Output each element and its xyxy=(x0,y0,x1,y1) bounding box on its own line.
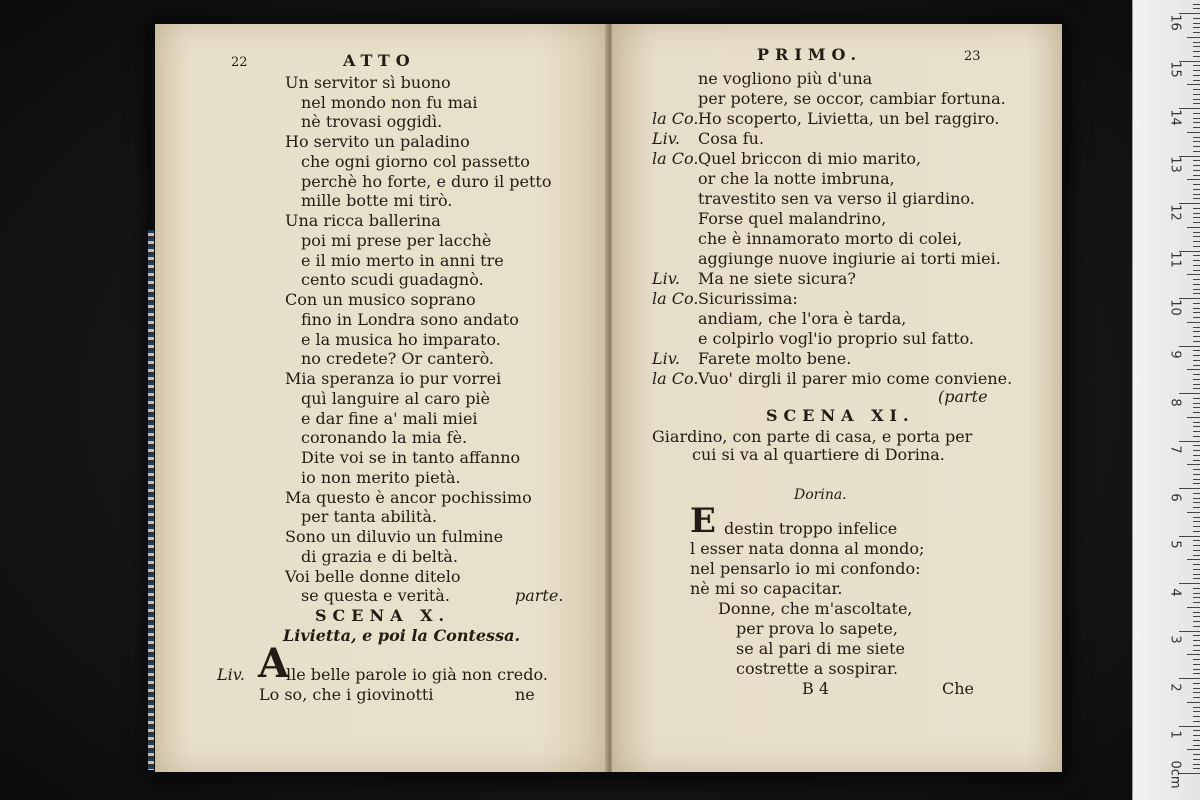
ruler-tick xyxy=(1193,540,1200,541)
ruler-tick xyxy=(1193,517,1200,518)
ruler-tick xyxy=(1193,308,1200,309)
ruler-tick xyxy=(1193,27,1200,28)
ruler-tick xyxy=(1193,184,1200,185)
ruler-tick xyxy=(1193,460,1200,461)
ruler-tick xyxy=(1193,374,1200,375)
verse-line: no credete? Or canterò. xyxy=(301,349,495,368)
aria-line: se al pari di me siete xyxy=(736,639,906,658)
ruler-tick xyxy=(1193,284,1200,285)
ruler-tick xyxy=(1193,650,1200,651)
verse-line: quì languire al caro piè xyxy=(301,389,491,408)
verse-line: Un servitor sì buono xyxy=(285,73,451,92)
ruler-tick xyxy=(1193,137,1200,138)
ruler-tick xyxy=(1193,336,1200,337)
verse-line: coronando la mia fè. xyxy=(301,428,468,447)
ruler-tick xyxy=(1187,607,1200,608)
verse-line: per tanta abilità. xyxy=(301,507,437,526)
ruler-label: 2 xyxy=(1167,683,1183,692)
ruler-tick xyxy=(1193,688,1200,689)
ruler-tick xyxy=(1193,597,1200,598)
ruler-tick xyxy=(1193,388,1200,389)
ruler-tick xyxy=(1193,175,1200,176)
dialogue-line: Forse quel malandrino, xyxy=(698,209,887,228)
ruler-tick xyxy=(1193,398,1200,399)
ruler-tick xyxy=(1193,707,1200,708)
speaker-label: la Co. xyxy=(652,289,699,308)
aria-line: nel pensarlo io mi confondo: xyxy=(690,559,921,578)
ruler-tick xyxy=(1193,89,1200,90)
ruler-label: 15 xyxy=(1167,61,1183,78)
ruler-tick xyxy=(1193,431,1200,432)
verse-line: e il mio merto in anni tre xyxy=(301,251,504,270)
ruler-tick xyxy=(1193,635,1200,636)
ruler-tick xyxy=(1193,403,1200,404)
ruler-tick xyxy=(1193,160,1200,161)
dialogue-line: Farete molto bene. xyxy=(698,349,852,368)
speaker-label: la Co. xyxy=(652,149,699,168)
ruler-tick xyxy=(1193,621,1200,622)
ruler-tick xyxy=(1193,673,1200,674)
ruler-tick xyxy=(1193,270,1200,271)
ruler-label: 3 xyxy=(1167,635,1183,644)
left-page-number: 22 xyxy=(231,55,248,70)
aria-line: destin troppo infelice xyxy=(724,519,898,538)
ruler-label: 6 xyxy=(1167,493,1183,502)
ruler-tick xyxy=(1193,564,1200,565)
verse-line: Mia speranza io pur vorrei xyxy=(285,369,502,388)
ruler-tick xyxy=(1193,42,1200,43)
ruler-tick xyxy=(1193,265,1200,266)
speaker-label: Liv. xyxy=(652,129,680,148)
ruler-tick xyxy=(1193,46,1200,47)
verse-line: e la musica ho imparato. xyxy=(301,330,501,349)
ruler-tick xyxy=(1193,526,1200,527)
measurement-ruler xyxy=(1132,0,1200,800)
verse-line: Sono un diluvio un fulmine xyxy=(285,527,504,546)
ruler-tick xyxy=(1193,436,1200,437)
ruler-tick xyxy=(1193,70,1200,71)
ruler-label: 8 xyxy=(1167,398,1183,407)
ruler-tick xyxy=(1193,474,1200,475)
ruler-tick xyxy=(1193,507,1200,508)
dialogue-line: or che la notte imbruna, xyxy=(698,169,895,188)
ruler-tick xyxy=(1193,602,1200,603)
ruler-tick xyxy=(1193,118,1200,119)
verse-line: Ho servito un paladino xyxy=(285,132,470,151)
speaker-label: Liv. xyxy=(217,665,245,684)
ruler-tick xyxy=(1193,379,1200,380)
ruler-tick xyxy=(1187,654,1200,655)
ruler-tick xyxy=(1193,99,1200,100)
ruler-tick xyxy=(1193,612,1200,613)
verse-line: io non merito pietà. xyxy=(301,468,461,487)
ruler-tick xyxy=(1193,113,1200,114)
right-running-head: PRIMO. xyxy=(757,45,863,64)
speaker-label: la Co. xyxy=(652,109,699,128)
ruler-tick xyxy=(1193,208,1200,209)
ruler-tick xyxy=(1193,8,1200,9)
verse-line: e dar fine a' mali miei xyxy=(301,409,478,428)
ruler-tick xyxy=(1187,702,1200,703)
ruler-tick xyxy=(1193,450,1200,451)
ruler-label: 9 xyxy=(1167,350,1183,359)
ruler-tick xyxy=(1193,578,1200,579)
dialogue-line: travestito sen va verso il giardino. xyxy=(698,189,975,208)
ruler-tick xyxy=(1193,341,1200,342)
ruler-tick xyxy=(1193,483,1200,484)
ruler-tick xyxy=(1193,32,1200,33)
ruler-tick xyxy=(1193,4,1200,5)
ruler-tick xyxy=(1193,255,1200,256)
ruler-label: 12 xyxy=(1167,204,1183,221)
ruler-tick xyxy=(1193,683,1200,684)
ruler-tick xyxy=(1193,521,1200,522)
ruler-label: 0cm xyxy=(1167,760,1183,789)
ruler-tick xyxy=(1193,170,1200,171)
dialogue-line: e colpirlo vogl'io proprio sul fatto. xyxy=(698,329,975,348)
verse-line: Con un musico soprano xyxy=(285,290,476,309)
ruler-tick xyxy=(1193,194,1200,195)
ruler-tick xyxy=(1193,616,1200,617)
ruler-tick xyxy=(1193,493,1200,494)
drop-cap: E xyxy=(690,501,716,541)
ruler-label: 14 xyxy=(1167,109,1183,126)
ruler-tick xyxy=(1193,759,1200,760)
scene-heading: SCENA XI. xyxy=(766,406,915,425)
ruler-tick xyxy=(1187,749,1200,750)
ruler-tick xyxy=(1193,51,1200,52)
dialogue-line: ne vogliono più d'una xyxy=(698,69,873,88)
aria-line: costrette a sospirar. xyxy=(736,659,898,678)
ruler-tick xyxy=(1193,236,1200,237)
catchword: ne xyxy=(515,685,535,704)
ruler-tick xyxy=(1187,322,1200,323)
ruler-tick xyxy=(1193,412,1200,413)
right-page xyxy=(612,24,1062,772)
ruler-tick xyxy=(1193,350,1200,351)
ruler-tick xyxy=(1193,65,1200,66)
ruler-label: 7 xyxy=(1167,445,1183,454)
drop-cap: A xyxy=(258,640,290,687)
aria-line: l esser nata donna al mondo; xyxy=(690,539,925,558)
ruler-tick xyxy=(1193,711,1200,712)
ruler-tick xyxy=(1193,669,1200,670)
ruler-tick xyxy=(1193,260,1200,261)
ruler-tick xyxy=(1187,37,1200,38)
ruler-tick xyxy=(1193,246,1200,247)
ruler-tick xyxy=(1193,593,1200,594)
ruler-tick xyxy=(1193,360,1200,361)
scene-characters: Livietta, e poi la Contessa. xyxy=(283,626,521,645)
ruler-tick xyxy=(1193,303,1200,304)
dialogue-line: che è innamorato morto di colei, xyxy=(698,229,963,248)
speech-line: lle belle parole io già non credo. xyxy=(286,665,548,684)
ruler-tick xyxy=(1193,222,1200,223)
ruler-tick xyxy=(1193,659,1200,660)
ruler-tick xyxy=(1193,716,1200,717)
ruler-tick xyxy=(1193,479,1200,480)
ruler-tick xyxy=(1193,384,1200,385)
speaker-label: Liv. xyxy=(652,269,680,288)
aria-line: per prova lo sapete, xyxy=(736,619,898,638)
ruler-label: 16 xyxy=(1167,14,1183,31)
left-page xyxy=(155,24,607,772)
character-heading: Dorina. xyxy=(794,487,847,503)
ruler-label: 10 xyxy=(1167,299,1183,316)
speaker-label: Liv. xyxy=(652,349,680,368)
ruler-label: 13 xyxy=(1167,156,1183,173)
ruler-tick xyxy=(1193,754,1200,755)
ruler-tick xyxy=(1193,469,1200,470)
ruler-tick xyxy=(1193,768,1200,769)
ruler-tick xyxy=(1193,764,1200,765)
dialogue-line: per potere, se occor, cambiar fortuna. xyxy=(698,89,1006,108)
dialogue-line: aggiunge nuove ingiurie ai torti miei. xyxy=(698,249,1001,268)
ruler-tick xyxy=(1187,464,1200,465)
ruler-label: 4 xyxy=(1167,588,1183,597)
stage-direction-exit: (parte xyxy=(938,387,988,406)
ruler-label: 5 xyxy=(1167,540,1183,549)
verse-line: di grazia e di beltà. xyxy=(301,547,458,566)
verse-line: mille botte mi tirò. xyxy=(301,191,453,210)
ruler-tick xyxy=(1193,141,1200,142)
ruler-tick xyxy=(1193,355,1200,356)
ruler-tick xyxy=(1193,502,1200,503)
ruler-tick xyxy=(1193,697,1200,698)
ruler-tick xyxy=(1193,455,1200,456)
ruler-tick xyxy=(1193,445,1200,446)
signature-mark: B 4 xyxy=(802,679,830,698)
verse-line: perchè ho forte, e duro il petto xyxy=(301,172,552,191)
ruler-tick xyxy=(1187,512,1200,513)
verse-line: poi mi prese per lacchè xyxy=(301,231,492,250)
scene-heading: SCENA X. xyxy=(315,606,451,625)
verse-line: cento scudi guadagnò. xyxy=(301,270,484,289)
ruler-tick xyxy=(1193,569,1200,570)
ruler-tick xyxy=(1193,498,1200,499)
ruler-tick xyxy=(1193,279,1200,280)
ruler-tick xyxy=(1193,740,1200,741)
ruler-tick xyxy=(1193,531,1200,532)
ruler-tick xyxy=(1193,588,1200,589)
ruler-tick xyxy=(1193,645,1200,646)
marbled-edge xyxy=(148,230,154,770)
ruler-tick xyxy=(1187,84,1200,85)
verse-line: nè trovasi oggidì. xyxy=(301,112,443,131)
ruler-label: 11 xyxy=(1167,251,1183,268)
dialogue-line: Sicurissima: xyxy=(698,289,798,308)
ruler-tick xyxy=(1193,94,1200,95)
ruler-tick xyxy=(1193,365,1200,366)
ruler-tick xyxy=(1193,721,1200,722)
ruler-tick xyxy=(1193,75,1200,76)
ruler-tick xyxy=(1187,274,1200,275)
dialogue-line: Ma ne siete sicura? xyxy=(698,269,857,288)
ruler-tick xyxy=(1187,559,1200,560)
ruler-tick xyxy=(1193,217,1200,218)
ruler-tick xyxy=(1193,545,1200,546)
ruler-tick xyxy=(1193,745,1200,746)
verse-line: fino in Londra sono andato xyxy=(301,310,519,329)
dialogue-line: Quel briccon di mio marito, xyxy=(698,149,922,168)
verse-line: che ogni giorno col passetto xyxy=(301,152,530,171)
ruler-tick xyxy=(1193,426,1200,427)
ruler-tick xyxy=(1193,626,1200,627)
ruler-tick xyxy=(1193,640,1200,641)
ruler-tick xyxy=(1193,407,1200,408)
verse-line: Dite voi se in tanto affanno xyxy=(301,448,521,467)
ruler-tick xyxy=(1193,23,1200,24)
scene-setting: cui si va al quartiere di Dorina. xyxy=(692,445,945,464)
dialogue-line: Cosa fu. xyxy=(698,129,765,148)
verse-line: Voi belle donne ditelo xyxy=(285,567,461,586)
ruler-tick xyxy=(1193,317,1200,318)
ruler-tick xyxy=(1193,189,1200,190)
ruler-tick xyxy=(1193,213,1200,214)
verse-line: Una ricca ballerina xyxy=(285,211,441,230)
ruler-tick xyxy=(1187,369,1200,370)
ruler-tick xyxy=(1193,555,1200,556)
stage-direction-exit: parte. xyxy=(515,586,564,605)
ruler-tick xyxy=(1193,422,1200,423)
speaker-label: la Co. xyxy=(652,369,699,388)
verse-line: nel mondo non fu mai xyxy=(301,93,478,112)
ruler-tick xyxy=(1193,550,1200,551)
ruler-tick xyxy=(1187,417,1200,418)
aria-line: nè mi so capacitar. xyxy=(690,579,843,598)
ruler-tick xyxy=(1193,692,1200,693)
ruler-tick xyxy=(1193,327,1200,328)
ruler-tick xyxy=(1193,103,1200,104)
ruler-tick xyxy=(1193,312,1200,313)
dialogue-line: Vuo' dirgli il parer mio come conviene. xyxy=(698,369,1013,388)
ruler-tick xyxy=(1193,293,1200,294)
ruler-tick xyxy=(1193,146,1200,147)
ruler-label: 1 xyxy=(1167,730,1183,739)
ruler-tick xyxy=(1193,198,1200,199)
left-running-head: ATTO xyxy=(343,51,416,70)
speech-line: Lo so, che i giovinotti xyxy=(259,685,434,704)
ruler-tick xyxy=(1193,289,1200,290)
ruler-tick xyxy=(1193,241,1200,242)
ruler-tick xyxy=(1193,574,1200,575)
ruler-tick xyxy=(1193,664,1200,665)
catchword: Che xyxy=(942,679,975,698)
verse-line: se questa e verità. xyxy=(301,586,450,605)
ruler-tick xyxy=(1193,232,1200,233)
ruler-tick xyxy=(1193,735,1200,736)
ruler-tick xyxy=(1193,80,1200,81)
ruler-tick xyxy=(1193,331,1200,332)
ruler-tick xyxy=(1193,122,1200,123)
aria-line: Donne, che m'ascoltate, xyxy=(718,599,913,618)
ruler-tick xyxy=(1193,151,1200,152)
scene-setting: Giardino, con parte di casa, e porta per xyxy=(652,427,973,446)
ruler-tick xyxy=(1193,18,1200,19)
ruler-tick xyxy=(1193,730,1200,731)
verse-line: Ma questo è ancor pochissimo xyxy=(285,488,532,507)
ruler-tick xyxy=(1193,127,1200,128)
ruler-tick xyxy=(1193,56,1200,57)
right-page-number: 23 xyxy=(964,49,981,64)
ruler-tick xyxy=(1187,179,1200,180)
ruler-tick xyxy=(1193,165,1200,166)
dialogue-line: Ho scoperto, Livietta, un bel raggiro. xyxy=(698,109,1000,128)
ruler-tick xyxy=(1187,227,1200,228)
ruler-tick xyxy=(1187,132,1200,133)
dialogue-line: andiam, che l'ora è tarda, xyxy=(698,309,907,328)
